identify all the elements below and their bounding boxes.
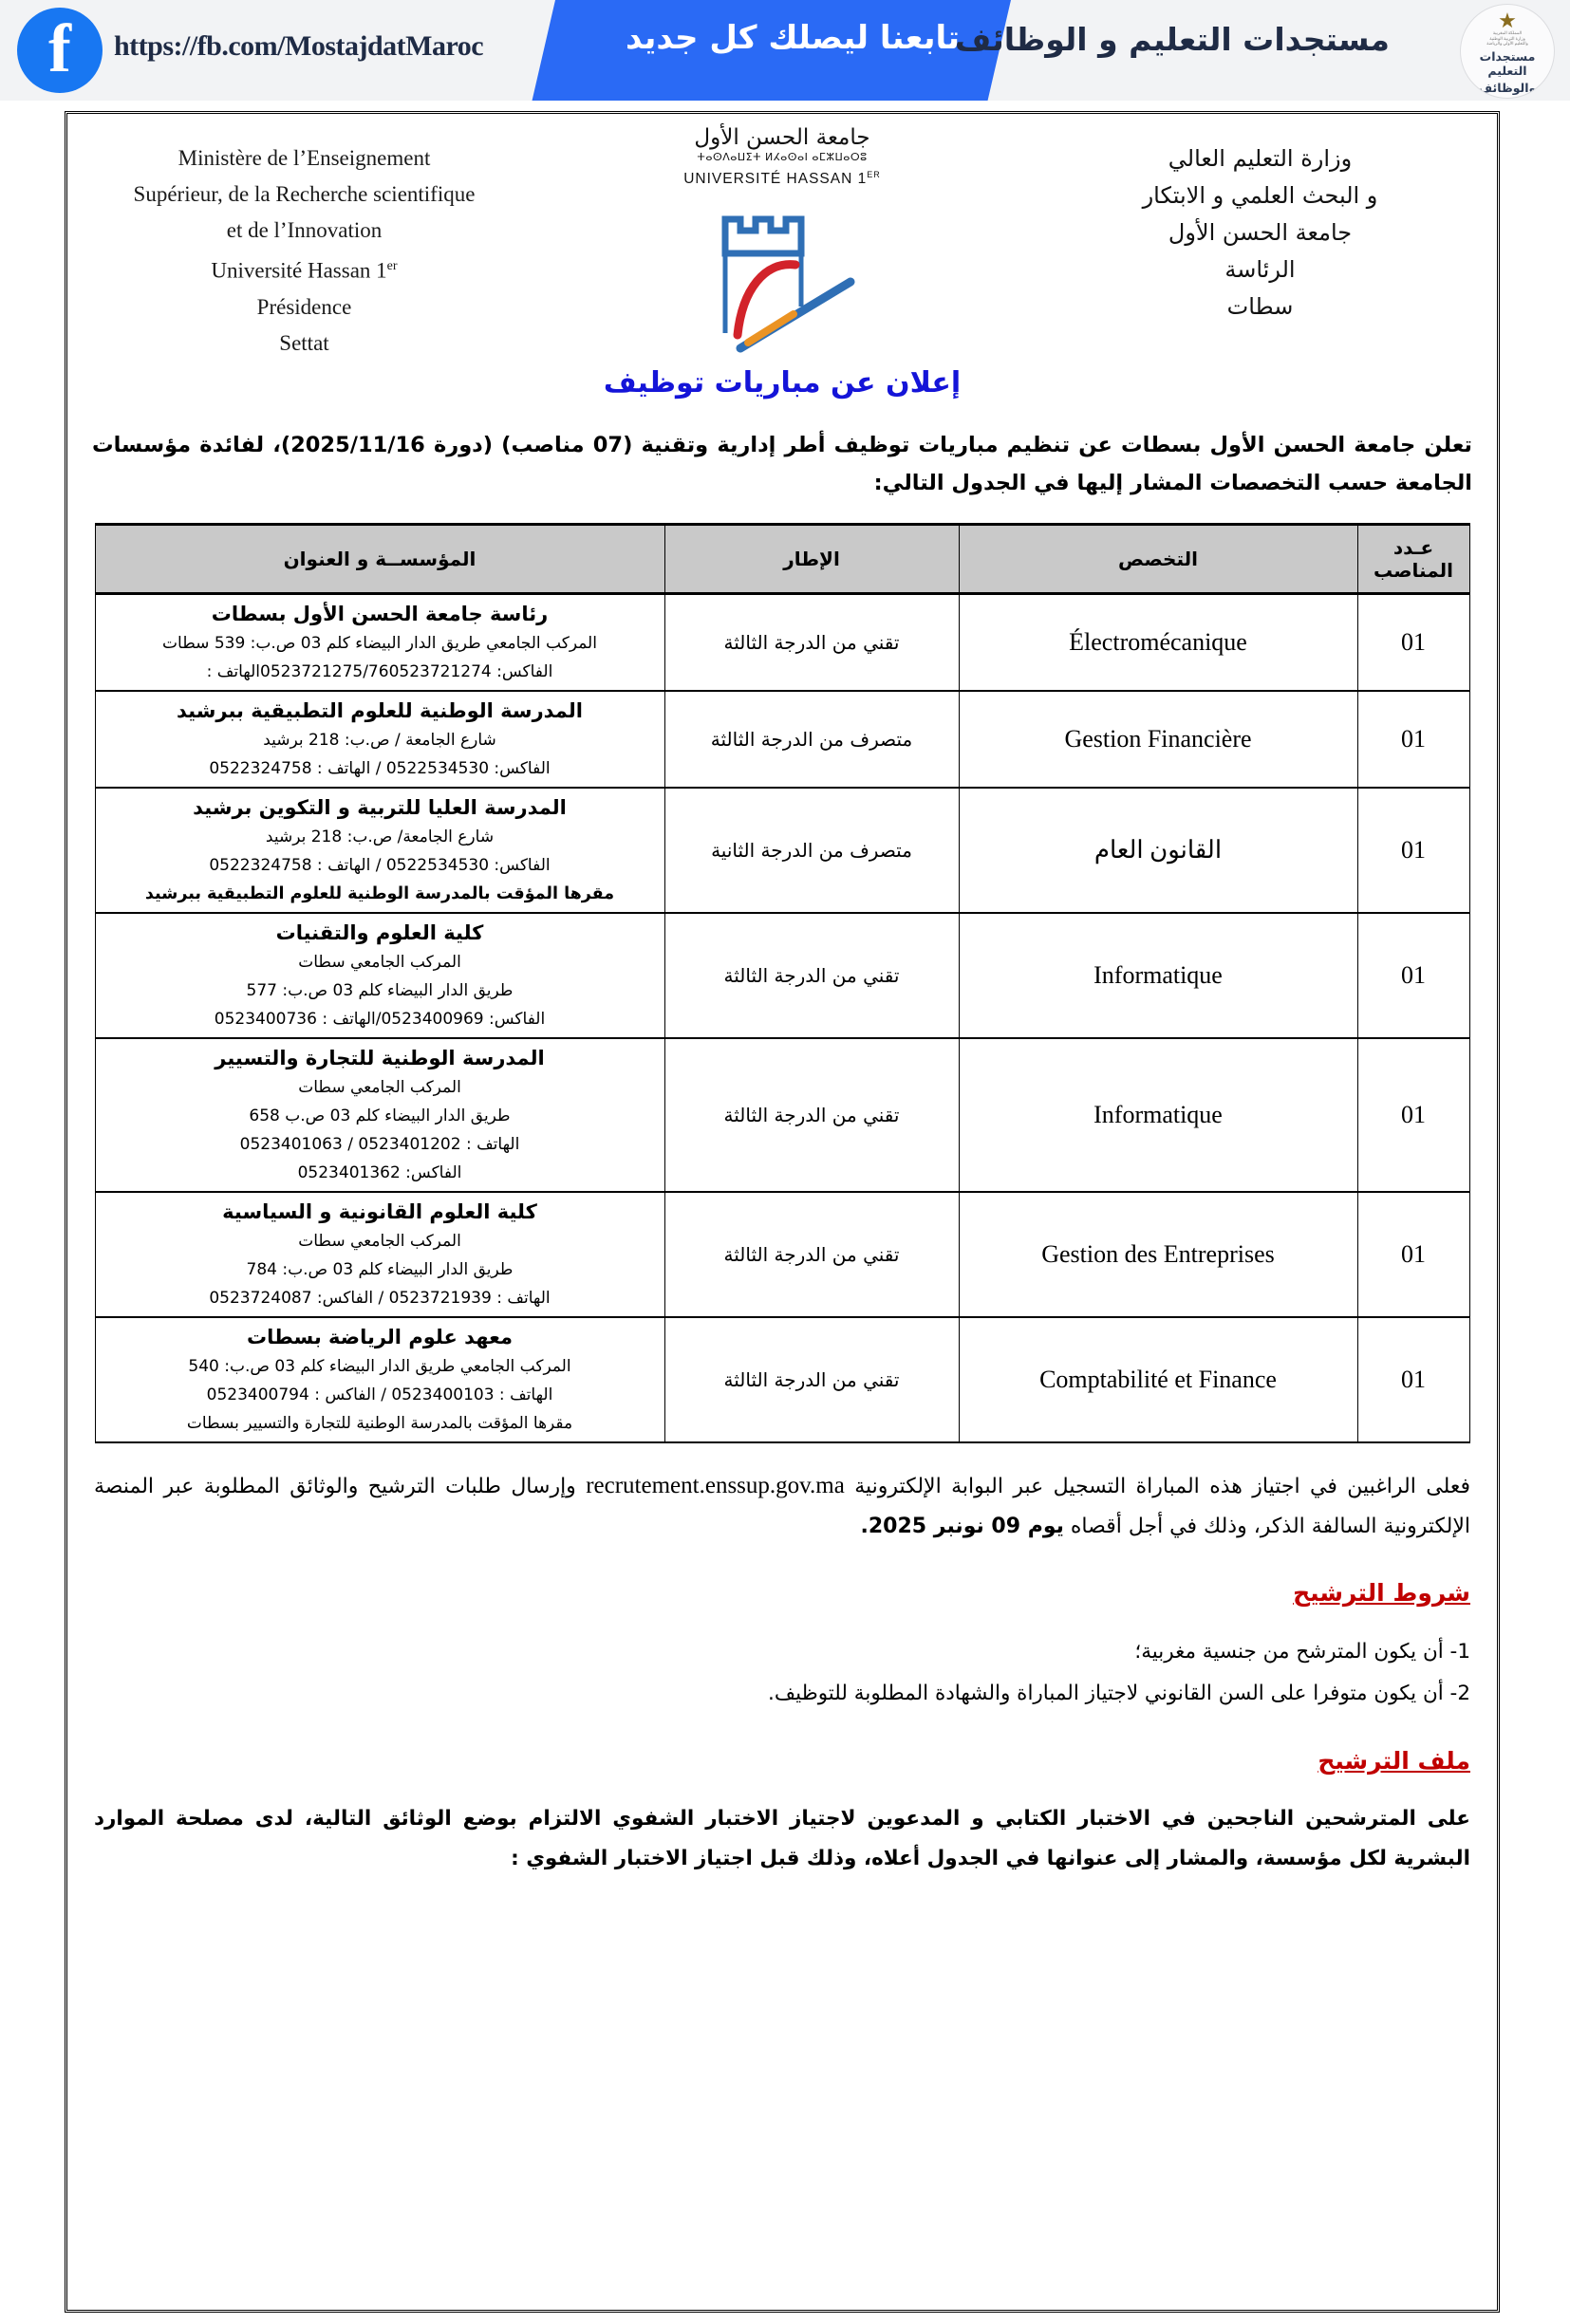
banner-brand-name: مستجدات التعليم و الوظائف <box>955 21 1390 58</box>
social-banner <box>0 0 1570 101</box>
row-count: 01 <box>1357 691 1469 788</box>
row-specialty: Informatique <box>959 913 1357 1038</box>
row-specialty: Comptabilité et Finance <box>959 1317 1357 1442</box>
logo-emblem-icon <box>640 191 925 359</box>
row-frame: تقني من الدرجة الثالثة <box>664 594 959 692</box>
row-count: 01 <box>1357 788 1469 913</box>
list-item: 1- أن يكون المترشح من جنسية مغربية؛ <box>1134 1640 1470 1664</box>
org-name: كلية العلوم القانونية و السياسية <box>222 1200 537 1223</box>
row-org <box>95 788 664 913</box>
table-row <box>95 691 1469 788</box>
table-row <box>95 1038 1469 1192</box>
row-specialty: Électromécanique <box>959 594 1357 692</box>
list-item: 2- أن يكون متوفرا على السن القانوني لاجتياز المباراة والشهادة المطلوبة للتوظيف. <box>768 1682 1470 1705</box>
logo-tifinagh-name: ⵜⴰⵙⴷⴰⵡⵉⵜ ⵍⵃⴰⵙⴰⵏ ⴰⵎⵣⵡⴰⵔⵓ <box>697 151 868 163</box>
registration-text-1: فعلى الراغبين في اجتياز هذه المباراة التسجيل عبر البوابة الإلكترونية <box>854 1475 1470 1498</box>
row-specialty: Gestion Financière <box>959 691 1357 788</box>
org-fax: الفاكس: 0523401362 <box>297 1163 462 1182</box>
org-contact: الفاكس: 0523721275/760523721274الهاتف : <box>206 662 553 681</box>
row-count: 01 <box>1357 1038 1469 1192</box>
org-contact: الفاكس: 0522534530 / الهاتف : 0522324758 <box>209 759 551 778</box>
facebook-icon[interactable] <box>17 8 103 93</box>
registration-portal-url[interactable]: recrutement.enssup.gov.ma <box>586 1473 845 1498</box>
org-address: المركب الجامعي سطات <box>298 1078 461 1097</box>
org-address: المركب الجامعي سطات <box>298 953 461 972</box>
letterhead-arabic-block <box>1044 123 1476 325</box>
row-count: 01 <box>1357 594 1469 692</box>
registration-deadline: يوم 09 نونبر 2025. <box>860 1515 1064 1538</box>
org-address: المركب الجامعي سطات <box>298 1232 461 1251</box>
table-row <box>95 788 1469 913</box>
org-contact: الفاكس: 0522534530 / الهاتف : 0522324758 <box>209 856 551 875</box>
row-org <box>95 1317 664 1442</box>
row-frame: تقني من الدرجة الثالثة <box>664 1192 959 1317</box>
table-row <box>95 913 1469 1038</box>
facebook-f-glyph: f <box>48 10 71 86</box>
letterhead-fr-line-3: et de l’Innovation <box>226 218 383 242</box>
document-sheet <box>65 111 1500 2313</box>
moroccan-crest-icon: ★ <box>1498 9 1517 32</box>
row-specialty: Gestion des Entreprises <box>959 1192 1357 1317</box>
org-name: المدرسة العليا للتربية و التكوين برشيد <box>193 796 567 819</box>
letterhead <box>88 123 1476 361</box>
letterhead-fr-line-5: Présidence <box>256 294 352 319</box>
org-address-2: طريق الدار البيضاء كلم 03 ص.ب: 784 <box>246 1260 514 1279</box>
row-frame: متصرف من الدرجة الثالثة <box>664 691 959 788</box>
seal-ministry-text-3: والتعليم الأولي والرياضة <box>1486 41 1528 46</box>
facebook-url-text[interactable]: https://fb.com/MostajdatMaroc <box>114 30 484 62</box>
registration-text-2: وإرسال طلبات الترشيح والوثائق المطلوبة عبر المنصة الإلكترونية السالفة الذكر، وذلك في أجل أقصاه <box>94 1475 1470 1538</box>
page-title: إعلان عن مباريات توظيف <box>603 366 962 400</box>
letterhead-ar-line-4: الرئاسة <box>1224 256 1296 283</box>
org-contact: الهاتف : 0523400103 / الفاكس : 0523400794 <box>206 1385 553 1404</box>
row-frame: متصرف من الدرجة الثانية <box>664 788 959 913</box>
org-contact: الفاكس: 0523400969/الهاتف : 0523400736 <box>214 1010 546 1029</box>
org-address: المركب الجامعي طريق الدار البيضاء كلم 03 ص.ب: 539 سطات <box>162 634 597 653</box>
header-count: عـدد المناصب <box>1357 525 1469 594</box>
logo-french-name: UNIVERSITÉ HASSAN 1ER <box>683 170 881 188</box>
row-frame: تقني من الدرجة الثالثة <box>664 1038 959 1192</box>
row-org <box>95 913 664 1038</box>
letterhead-ar-line-3: جامعة الحسن الأول <box>1168 219 1353 246</box>
positions-table <box>95 523 1470 1443</box>
row-org <box>95 691 664 788</box>
letterhead-fr-line-4: Université Hassan 1er <box>211 258 398 283</box>
row-frame: تقني من الدرجة الثالثة <box>664 1317 959 1442</box>
org-address-2: طريق الدار البيضاء كلم 03 ص.ب: 577 <box>246 981 514 1000</box>
org-address: شارع الجامعة/ ص.ب: 218 برشيد <box>265 827 495 846</box>
seal-ministry-text: المملكة المغربية <box>1492 30 1523 35</box>
row-count: 01 <box>1357 913 1469 1038</box>
row-count: 01 <box>1357 1192 1469 1317</box>
header-specialty: التخصص <box>959 525 1357 594</box>
letterhead-french-block <box>88 123 520 362</box>
facebook-circle <box>17 8 103 93</box>
row-specialty: القانون العام <box>959 788 1357 913</box>
letterhead-fr-line-1: Ministère de l’Enseignement <box>178 146 431 170</box>
seal-brand-line2: والوظائف <box>1478 80 1537 95</box>
org-contact: الهاتف : 0523401202 / 0523401063 <box>239 1135 520 1154</box>
conditions-heading: شروط الترشيح <box>1293 1579 1470 1607</box>
row-org <box>95 1192 664 1317</box>
letterhead-fr-line-2: Supérieur, de la Recherche scientifique <box>133 182 476 206</box>
seal-brand-line1: مستجدات التعليم <box>1479 48 1536 78</box>
header-org: المؤسســة و العنوان <box>95 525 664 594</box>
org-address: شارع الجامعة / ص.ب: 218 برشيد <box>263 731 496 750</box>
org-name: معهد علوم الرياضة بسطات <box>247 1326 513 1348</box>
intro-paragraph: تعلن جامعة الحسن الأول بسطات عن تنظيم مباريات توظيف أطر إدارية وتقنية (07 مناصب) (دورة 2025/11/16)، لفائدة مؤسسات الجامعة حسب التخصصات المشار إليها في الجدول التالي: <box>92 433 1472 495</box>
org-name: كلية العلوم والتقنيات <box>275 921 484 944</box>
university-logo <box>640 123 925 359</box>
letterhead-ar-line-5: سطات <box>1226 293 1294 320</box>
conditions-list <box>94 1631 1470 1715</box>
letterhead-ar-line-2: و البحث العلمي و الابتكار <box>1142 182 1378 209</box>
org-address: المركب الجامعي طريق الدار البيضاء كلم 03 ص.ب: 540 <box>188 1357 571 1376</box>
row-count: 01 <box>1357 1317 1469 1442</box>
letterhead-ar-line-1: وزارة التعليم العالي <box>1168 145 1353 172</box>
row-org <box>95 594 664 692</box>
banner-slogan: تابعنا ليصلك كل جديد <box>625 19 960 57</box>
org-note: مقرها المؤقت بالمدرسة الوطنية للعلوم التطبيقية ببرشيد <box>144 884 615 903</box>
row-frame: تقني من الدرجة الثالثة <box>664 913 959 1038</box>
table-row <box>95 1192 1469 1317</box>
org-contact: الهاتف : 0523721939 / الفاكس: 0523724087 <box>209 1289 551 1308</box>
file-heading: ملف الترشيح <box>1318 1747 1470 1775</box>
logo-arabic-name: جامعة الحسن الأول <box>694 125 870 150</box>
org-name: المدرسة الوطنية للعلوم التطبيقية ببرشيد <box>177 699 583 722</box>
site-seal-logo <box>1460 4 1555 99</box>
row-org <box>95 1038 664 1192</box>
seal-ministry-text-2: وزارة التربية الوطنية <box>1489 35 1525 41</box>
file-paragraph: على المترشحين الناجحين في الاختبار الكتابي و المدعوين لاجتياز الاختبار الشفوي الالتزام بوضع الوثائق التالية، لدى مصلحة الموارد البشرية لكل مؤسسة، والمشار إلى عنوانها في الجدول أعلاه، وذلك قبل اجتياز الاختبار الشفوي : <box>94 1807 1470 1870</box>
org-address-2: طريق الدار البيضاء كلم 03 ص.ب 658 <box>249 1106 511 1125</box>
org-note: مقرها المؤقت بالمدرسة الوطنية للتجارة والتسيير بسطات <box>186 1414 573 1433</box>
org-name: رئاسة جامعة الحسن الأول بسطات <box>211 603 549 625</box>
table-row <box>95 1317 1469 1442</box>
table-body <box>95 594 1469 1443</box>
registration-paragraph <box>94 1466 1470 1547</box>
header-frame: الإطار <box>664 525 959 594</box>
table-header-row <box>95 525 1469 594</box>
table-row <box>95 594 1469 692</box>
org-name: المدرسة الوطنية للتجارة والتسيير <box>215 1047 545 1069</box>
letterhead-fr-line-6: Settat <box>279 330 329 355</box>
row-specialty: Informatique <box>959 1038 1357 1192</box>
